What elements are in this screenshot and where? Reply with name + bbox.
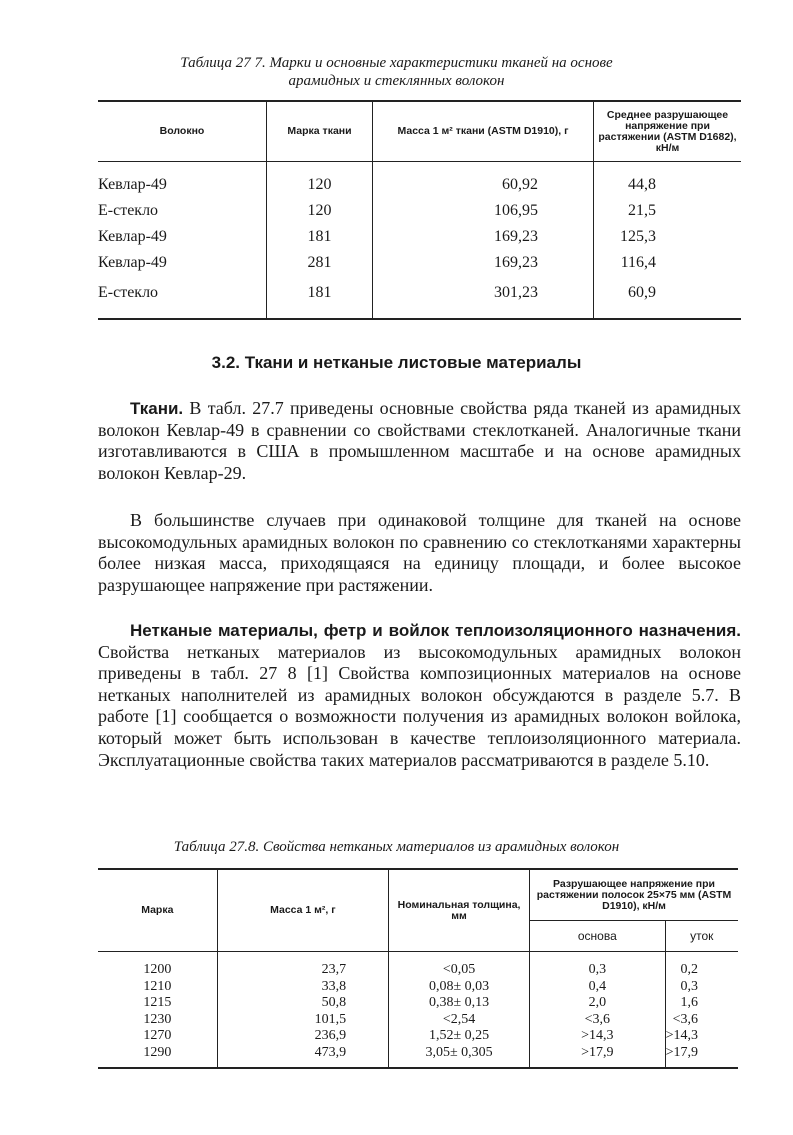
mass-cell: 106,95	[373, 198, 594, 224]
brand-cell: 1210	[143, 978, 172, 994]
warp-cell: 0,3	[530, 952, 666, 979]
table-row	[98, 198, 741, 224]
brand-cell: 1270	[143, 1028, 172, 1043]
paragraph-nonwovens-text: Свойства нетканых материалов из высокомодульных арамидных волокон приведены в табл. 27 8 [1] Свойства композиционных материалов на основе нетканых наполнителей из арамидных волокон обсуждаются в разделе 5.7. В работе [1] сообщается о возможности получения из арамидных волокон войлока, который может быть использован в качестве теплоизоляционного материала. Эксплуатационные свойства таких материалов рассматриваются в разделе 5.10.	[98, 641, 741, 770]
thickness-cell: 1,52± 0,25	[389, 1028, 530, 1045]
brand-cell: 281	[267, 250, 373, 276]
table-row	[98, 995, 738, 1012]
mass-cell: 23,7	[217, 952, 388, 979]
col-strength-header: Разрушающее напряжение при растяжении полосок 25×75 мм (ASTM D1910), кН/м	[530, 869, 738, 921]
thickness-cell: <2,54	[389, 1012, 530, 1029]
mass-cell: 169,23	[373, 250, 594, 276]
nonwoven-properties-table	[98, 868, 738, 1069]
fabric-properties-table	[98, 100, 741, 320]
col-fiber-header: Волокно	[98, 101, 267, 162]
mass-cell: 33,8	[217, 979, 388, 996]
paragraph-fabrics-text: В табл. 27.7 приведены основные свойства ряда тканей из арамидных волокон Кевлар-49 в сравнении со свойствами стеклотканей. Аналогичные ткани изготавливаются в США в промышленном масштабе и на основе арамидных волокон Кевлар-29.	[98, 398, 741, 483]
weft-cell: >17,9	[665, 1045, 738, 1069]
table-row	[98, 276, 741, 319]
col-warp-header: основа	[530, 921, 666, 952]
weft-cell: 1,6	[665, 995, 738, 1012]
strength-cell: 44,8	[594, 162, 742, 199]
paragraph-nonwovens-lead: Нетканые материалы, фетр и войлок теплоизоляционного назначения.	[130, 621, 741, 640]
warp-cell: <3,6	[530, 1012, 666, 1029]
brand-cell: 1200	[143, 962, 172, 977]
thickness-cell: <0,05	[389, 952, 530, 979]
brand-cell: 181	[267, 276, 373, 319]
warp-cell: 2,0	[530, 995, 666, 1012]
mass-cell: 169,23	[373, 224, 594, 250]
strength-cell: 116,4	[594, 250, 742, 276]
paragraph-comparison: В большинстве случаев при одинаковой толщине для тканей на основе высокомодульных арамидных волокон по сравнению со стеклотканями характерны более низкая масса, приходящаяся на единицу площади, и более высокое разрушающее напряжение при растяжении.	[98, 510, 741, 595]
weft-cell: 0,2	[665, 952, 738, 979]
table1-caption	[0, 54, 793, 90]
fiber-cell: Кевлар-49	[98, 228, 167, 245]
brand-cell: 120	[267, 162, 373, 199]
warp-cell: >17,9	[530, 1045, 666, 1069]
paragraph-nonwovens	[98, 620, 741, 771]
col-strength-header: Среднее разрушающее напряжение при растяжении (ASTM D1682), кН/м	[594, 101, 742, 162]
warp-cell: 0,4	[530, 979, 666, 996]
table1-caption-line2: арамидных и стеклянных волокон	[288, 73, 505, 89]
brand-cell: 181	[267, 224, 373, 250]
col-brand-header: Марка	[98, 869, 217, 952]
section-heading: 3.2. Ткани и нетканые листовые материалы	[211, 353, 582, 372]
col-weft-header: уток	[665, 921, 738, 952]
strength-cell: 21,5	[594, 198, 742, 224]
col-thickness-header: Номинальная толщина, мм	[389, 869, 530, 952]
col-brand-header: Марка ткани	[267, 101, 373, 162]
table-row	[98, 1028, 738, 1045]
fiber-cell: Е-стекло	[98, 276, 267, 319]
warp-cell: >14,3	[530, 1028, 666, 1045]
mass-cell: 60,92	[373, 162, 594, 199]
brand-cell: 1215	[143, 995, 172, 1010]
table-row	[98, 250, 741, 276]
brand-cell: 120	[267, 198, 373, 224]
table2-header-row-1	[98, 869, 738, 921]
fiber-cell: Е-стекло	[98, 202, 159, 219]
fiber-cell: Кевлар-49	[98, 176, 167, 193]
mass-cell: 473,9	[217, 1045, 388, 1069]
table-row	[98, 952, 738, 979]
weft-cell: 0,3	[665, 979, 738, 996]
mass-cell: 301,23	[373, 276, 594, 319]
col-mass-header: Масса 1 м² ткани (ASTM D1910), г	[373, 101, 594, 162]
weft-cell: >14,3	[665, 1028, 738, 1045]
mass-cell: 236,9	[217, 1028, 388, 1045]
table-row	[98, 1045, 738, 1069]
col-mass-header: Масса 1 м², г	[217, 869, 388, 952]
strength-cell: 60,9	[594, 276, 742, 319]
table2-caption: Таблица 27.8. Свойства нетканых материалов из арамидных волокон	[173, 839, 620, 855]
strength-cell: 125,3	[594, 224, 742, 250]
brand-cell: 1290	[98, 1045, 217, 1069]
thickness-cell: 0,38± 0,13	[389, 995, 530, 1012]
thickness-cell: 0,08± 0,03	[389, 979, 530, 996]
table-row	[98, 1012, 738, 1029]
mass-cell: 50,8	[217, 995, 388, 1012]
paragraph-fabrics	[98, 398, 741, 484]
table1-caption-line1: Таблица 27 7. Марки и основные характеристики тканей на основе	[180, 55, 613, 71]
fiber-cell: Кевлар-49	[98, 254, 167, 271]
table-row	[98, 979, 738, 996]
weft-cell: <3,6	[665, 1012, 738, 1029]
table1-header-row	[98, 101, 741, 162]
paragraph-fabrics-lead: Ткани.	[130, 399, 184, 418]
brand-cell: 1230	[143, 1011, 172, 1027]
thickness-cell: 3,05± 0,305	[389, 1045, 530, 1069]
table-row	[98, 162, 741, 199]
table-row	[98, 224, 741, 250]
mass-cell: 101,5	[217, 1012, 388, 1029]
